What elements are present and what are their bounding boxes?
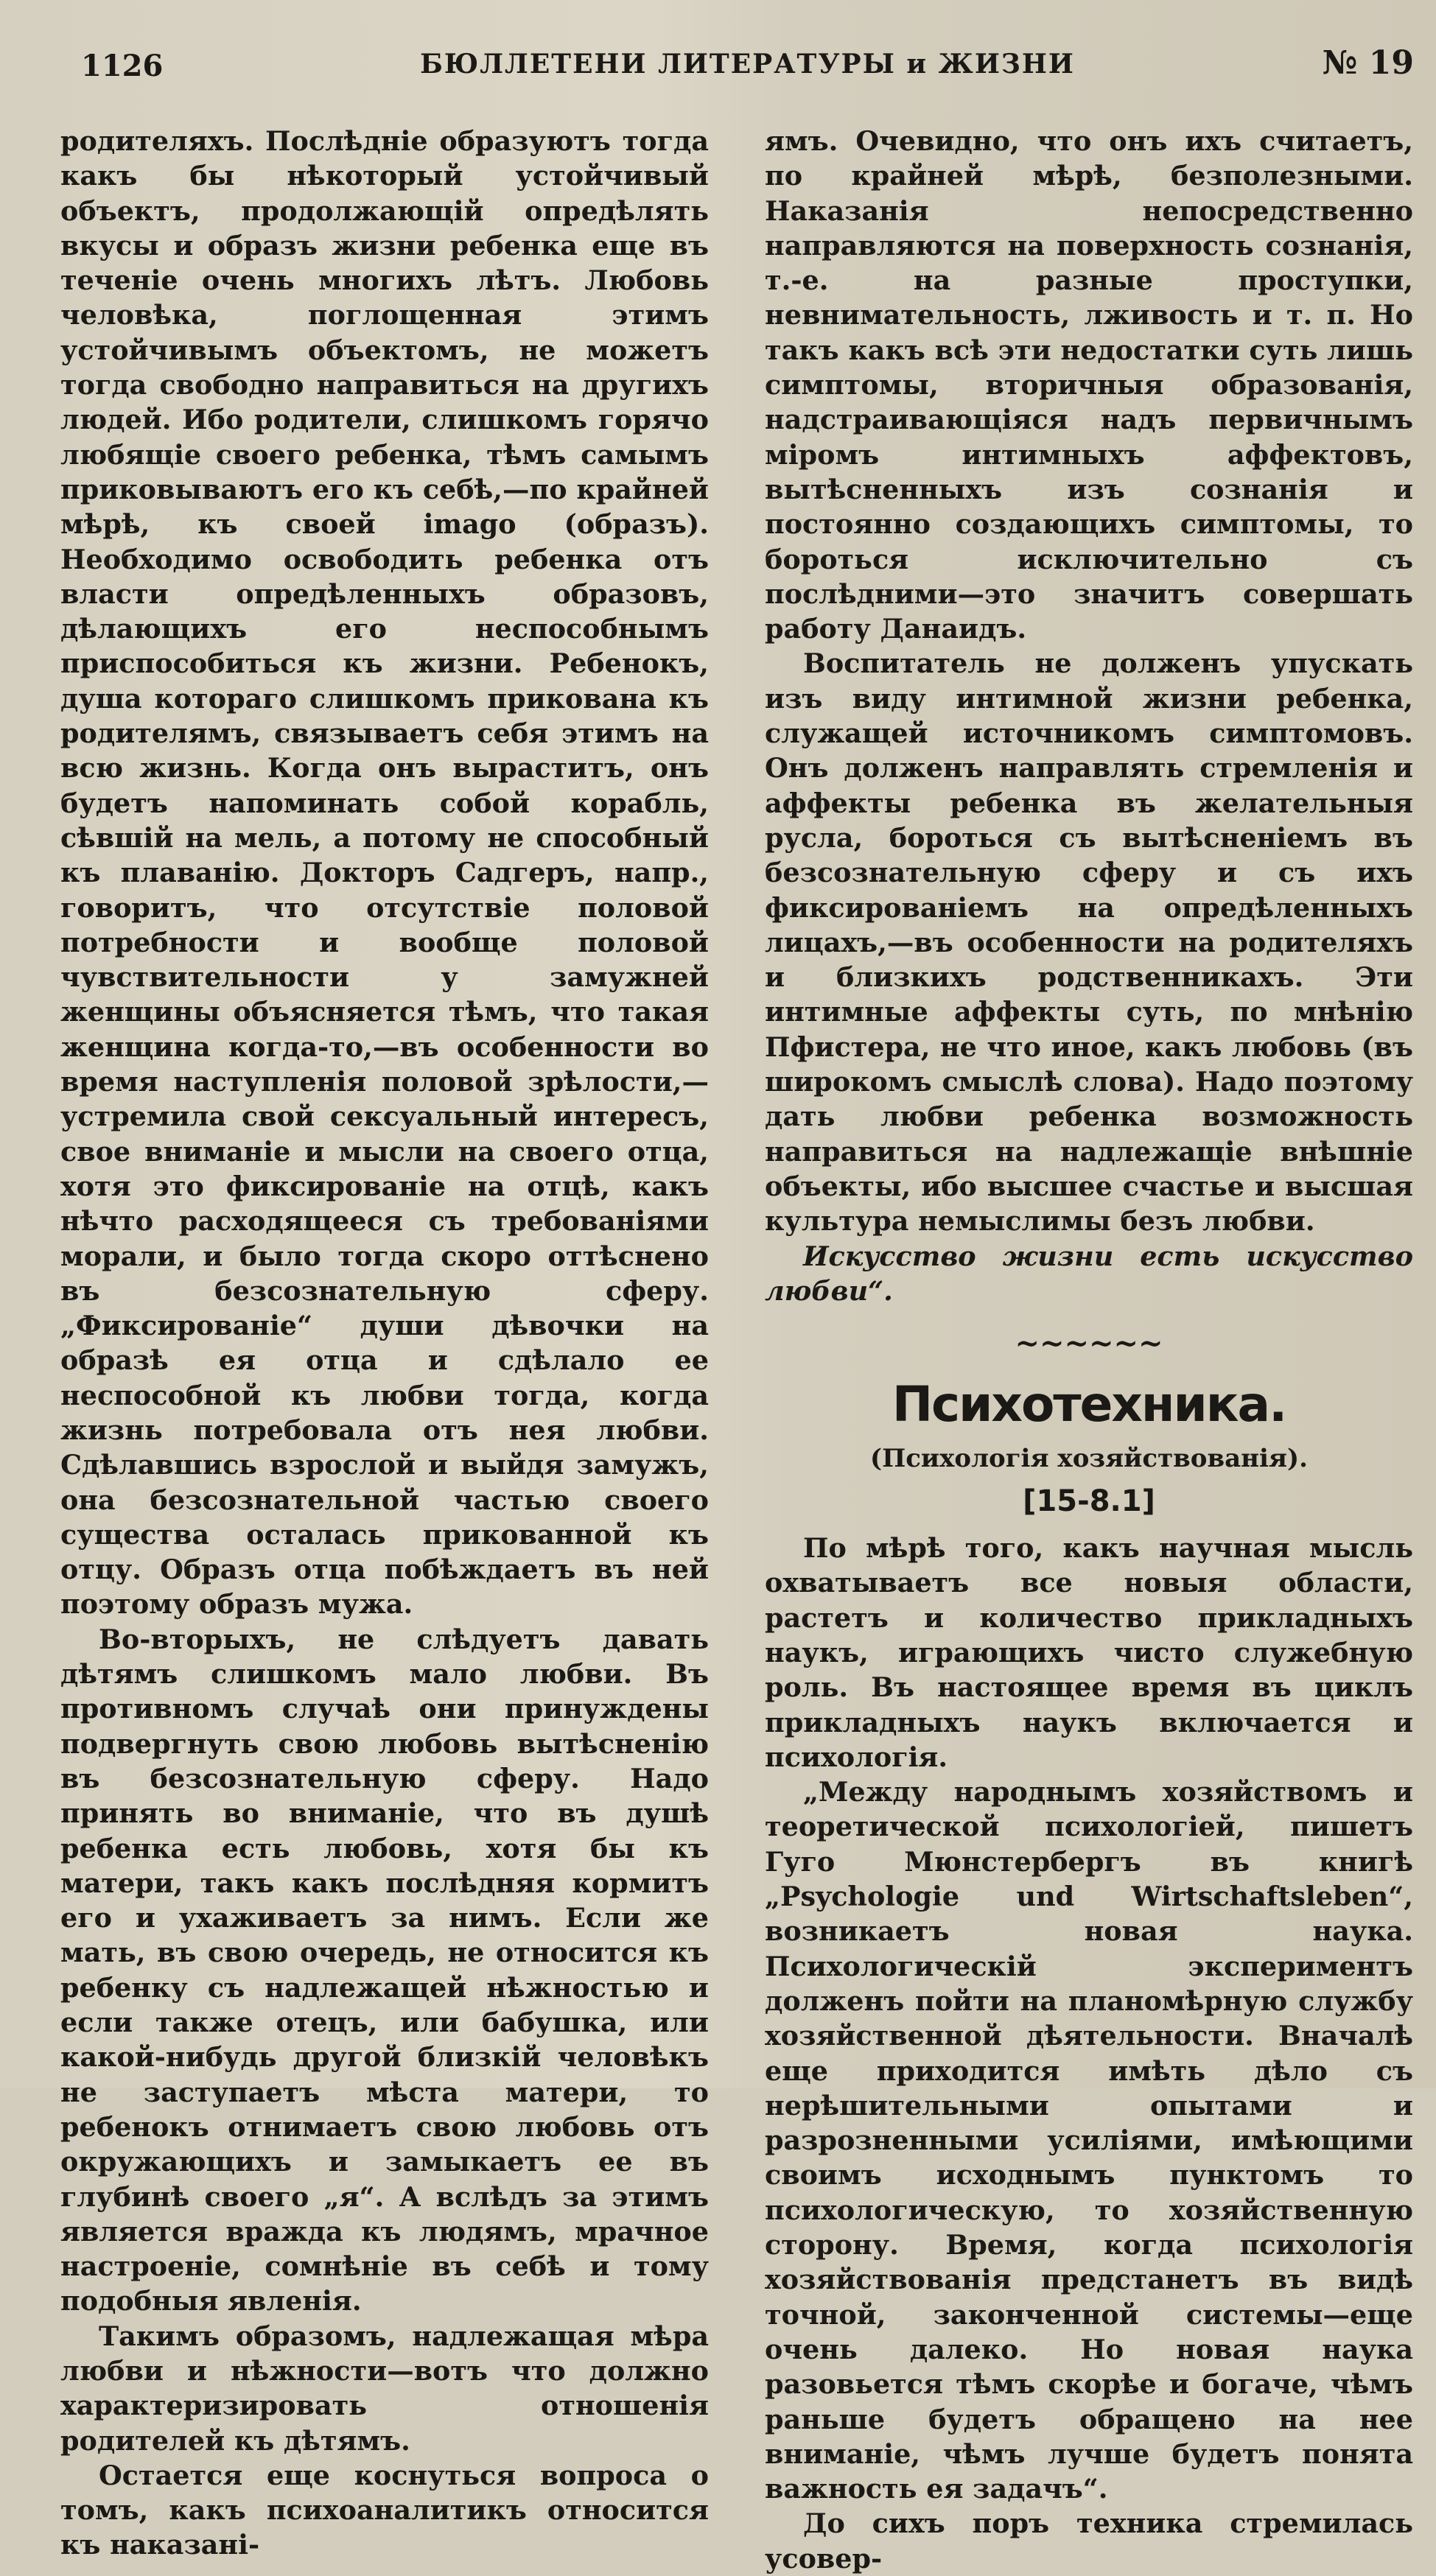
section-title: Психотехника. [892, 1376, 1286, 1433]
left-paragraph-3: Такимъ образомъ, надлежащая мѣра любви и нѣжности—вотъ что должно характеризировать отношенія родителей къ дѣтямъ. [60, 2320, 709, 2457]
right-column [765, 124, 1413, 2576]
section-subtitle: (Психологія хозяйствованія). [870, 1444, 1308, 1474]
right-paragraph-2: Воспитатель не долженъ упускать изъ виду интимной жизни ребенка, служащей источникомъ симптомовъ. Онъ долженъ направлять стремленія и аффекты ребенка въ желательныя русла, бороться съ вытѣсненіемъ въ безсознательную сферу и съ ихъ фиксированіемъ на опредѣленныхъ лицахъ,—въ особенности на родителяхъ и близкихъ родственникахъ. Эти интимные аффекты суть, по мнѣнію Пфистера, не что иное, какъ любовь (въ широкомъ смыслѣ слова). Надо поэтому дать любви ребенка возможность направиться на надлежащіе внѣшніе объекты, ибо высшее счастье и высшая культура немыслимы безъ любви. [765, 647, 1413, 1238]
section-code: [15-8.1] [1023, 1484, 1155, 1519]
right-paragraph-3: Искусство жизни есть искусство любви“. [765, 1240, 1413, 1307]
left-paragraph-1: родителяхъ. Послѣдніе образуютъ тогда какъ бы нѣкоторый устойчивый объектъ, продолжающій опредѣлять вкусы и образъ жизни ребенка еще въ теченіе очень многихъ лѣтъ. Любовь человѣка, поглощенная этимъ устойчивымъ объектомъ, не можетъ тогда свободно направиться на другихъ людей. Ибо родители, слишкомъ горячо любящіе своего ребенка, тѣмъ самымъ приковываютъ его къ себѣ,—по крайней мѣрѣ, къ своей imago (образъ). Необходимо освободить ребенка отъ власти опредѣленныхъ образовъ, дѣлающихъ его неспособнымъ приспособиться къ жизни. Ребенокъ, душа котораго слишкомъ прикована къ родителямъ, связываетъ себя этимъ на всю жизнь. Когда онъ выраститъ, онъ будетъ напоминать собой корабль, сѣвшій на мель, а потому не способный къ плаванію. Докторъ Садгеръ, напр., говоритъ, что отсутствіе половой потребности и вообще половой чувствительности у замужней женщины объясняется тѣмъ, что такая женщина когда-то,—въ особенности во время наступленія половой зрѣлости,—устремила свой сексуальный интересъ, свое вниманіе и мысли на своего отца, хотя это фиксированіе на отцѣ, какъ нѣчто расходящееся съ требованіями морали, и было тогда скоро оттѣснено въ безсознательную сферу. „Фиксированіе“ души дѣвочки на образѣ ея отца и сдѣлало ее неспособной къ любви тогда, когда жизнь потребовала отъ нея любви. Сдѣлавшись взрослой и выйдя замужъ, она безсознательной частью своего существа осталась прикованной къ отцу. Образъ отца побѣждаетъ въ ней поэтому образъ мужа. [60, 125, 709, 1621]
issue-number: № 19 [1322, 44, 1414, 82]
section-divider: ~~~~~~ [1015, 1326, 1163, 1361]
right-paragraph-1: ямъ. Очевидно, что онъ ихъ считаетъ, по крайней мѣрѣ, безполезными. Наказанія непосредственно направляются на поверхность сознанія, т.-е. на разные проступки, невнимательность, лживость и т. п. Но такъ какъ всѣ эти недостатки суть лишь симптомы, вторичныя образованія, надстраивающіяся надъ первичнымъ міромъ интимныхъ аффектовъ, вытѣсненныхъ изъ сознанія и постоянно создающихъ симптомы, то бороться исключительно съ послѣдними—это значитъ совершать работу Данаидъ. [765, 125, 1413, 645]
right-paragraph-4: По мѣрѣ того, какъ научная мысль охватываетъ все новыя области, растетъ и количество прикладныхъ наукъ, играющихъ чисто служебную роль. Въ настоящее время въ циклъ прикладныхъ наукъ включается и психологія. [765, 1532, 1413, 1773]
page-header [74, 43, 1421, 87]
left-column [60, 124, 709, 2563]
running-title: БЮЛЛЕТЕНИ ЛИТЕРАТУРЫ и ЖИЗНИ [420, 49, 1075, 80]
right-paragraph-5: „Между народнымъ хозяйствомъ и теоретической психологіей, пишетъ Гуго Мюнстербергъ въ книгѣ „Psychologie und Wirtschaftsleben“, возникаетъ новая наука. Психологическій экспериментъ долженъ пойти на планомѣрную службу хозяйственной дѣятельности. Вначалѣ еще приходится имѣть дѣло съ нерѣшительными опытами и разрозненными усиліями, имѣющими своимъ исходнымъ пунктомъ то психологическую, то хозяйственную сторону. Время, когда психологія хозяйствованія предстанетъ въ видѣ точной, законченной системы—еще очень далеко. Но новая наука разовьется тѣмъ скорѣе и богаче, чѣмъ раньше будетъ обращено на нее вниманіе, чѣмъ лучше будетъ понята важность ея задачъ“. [765, 1776, 1413, 2505]
page-number: 1126 [81, 49, 164, 83]
left-paragraph-4: Остается еще коснуться вопроса о томъ, какъ психоаналитикъ относится къ наказані- [60, 2459, 709, 2561]
right-paragraph-6: До сихъ поръ техника стремилась усовер- [765, 2507, 1413, 2575]
left-paragraph-2: Во-вторыхъ, не слѣдуетъ давать дѣтямъ слишкомъ мало любви. Въ противномъ случаѣ они принуждены подвергнуть свою любовь вытѣсненію въ безсознательную сферу. Надо принять во вниманіе, что въ душѣ ребенка есть любовь, хотя бы къ матери, такъ какъ послѣдняя кормитъ его и ухаживаетъ за нимъ. Если же мать, въ свою очередь, не относится къ ребенку съ надлежащей нѣжностью и если также отецъ, или бабушка, или какой-нибудь другой близкій человѣкъ не заступаетъ мѣста матери, то ребенокъ отнимаетъ свою любовь отъ окружающихъ и замыкаетъ ее въ глубинѣ своего „я“. А вслѣдъ за этимъ является вражда къ людямъ, мрачное настроеніе, сомнѣніе въ себѣ и тому подобныя явленія. [60, 1623, 709, 2317]
